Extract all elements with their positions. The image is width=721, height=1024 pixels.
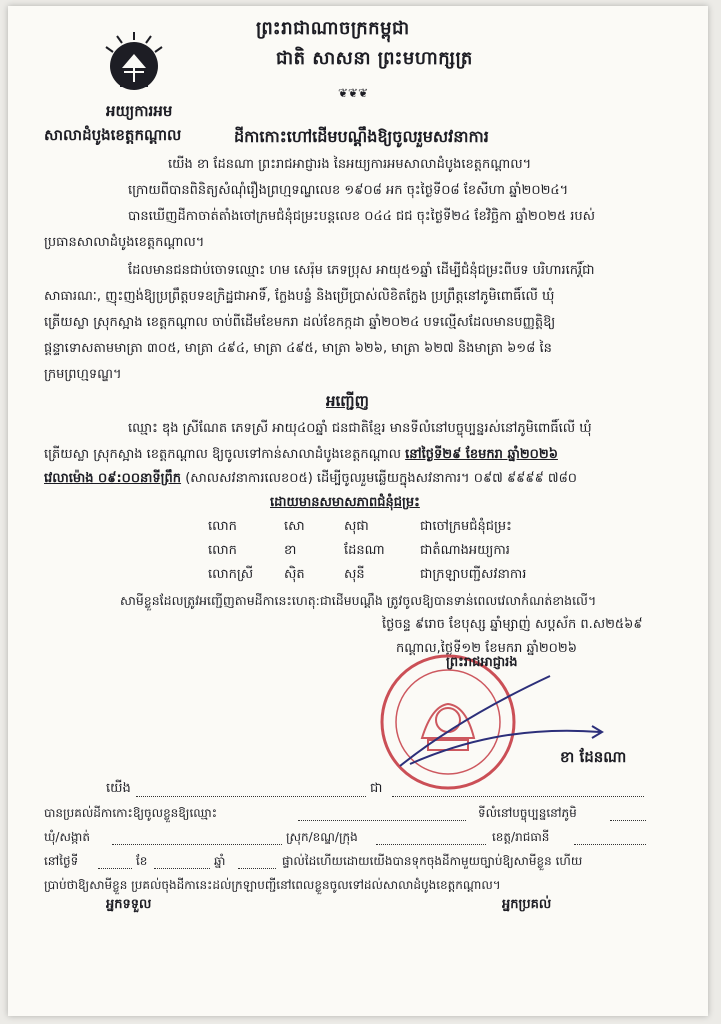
lunar-date: ថ្ងៃចន្ទ ៩រោច ខែបុស្ស ឆ្នាំម្សាញ់ សប្តស័ក ព.ស២៥៦៩ <box>382 617 643 632</box>
slip-instruction-text: ប្រាប់ថាឱ្យសាមីខ្លួន ប្រគល់ចុងដីកានេះដល់ក្រឡាបញ្ជីនៅពេលខ្លួនចូលទៅដល់សាលាដំបូងខេត្តកណ្តាល។ <box>44 878 501 892</box>
slip-address-label: ទីលំនៅបច្ចុប្បន្ននៅភូមិ <box>478 806 577 820</box>
document-title: ដីកាកោះហៅដើមបណ្តឹងឱ្យចូលរួមសវនាការ <box>234 127 489 146</box>
slip-day-field <box>98 868 132 869</box>
panel-given-name: សុផា <box>344 519 369 534</box>
paragraph-accused-line5: ក្រមព្រហ្មទណ្ឌ។ <box>44 367 122 382</box>
court-emblem-icon <box>100 30 168 98</box>
panel-row <box>208 514 512 540</box>
signature-office: ព្រះរាជអាជ្ញារង <box>446 655 518 670</box>
paragraph-accused-line2: សាធារណៈ, ញុះញង់ឱ្យប្រព្រឹត្តបទឧក្រិដ្ឋជាអាទិ៍, ក្លែងបន្លំ និងប្រើប្រាស់លិខិតក្លែង ប្រព្រឹត្តនៅភូមិពោធិ៍លើ ឃុំ <box>44 289 555 304</box>
panel-row <box>208 538 510 564</box>
paragraph-prosecutor: យើង ខា ដែនណា ព្រះរាជអាជ្ញារង នៃអយ្យការអមសាលាដំបូងខេត្តកណ្តាល។ <box>168 157 532 172</box>
panel-title: លោក <box>208 543 237 558</box>
slip-day-label: នៅថ្ងៃទី <box>44 854 79 868</box>
panel-role: ជាចៅក្រមជំនុំជម្រះ <box>420 519 512 534</box>
invitee-line1: ឈ្មោះ ឌុង ស្រីណែត ភេទស្រី អាយុ៤០ឆ្នាំ ជនជាតិខ្មែរ មានទីលំនៅបច្ចុប្បន្នរស់នៅភូមិពោធិ៍លើ ឃុំ <box>128 421 592 436</box>
slip-district-label: ស្រុក/ខណ្ឌ/ក្រុង <box>286 830 358 844</box>
invitee-line2 <box>44 442 558 468</box>
slip-position-field <box>392 796 644 797</box>
slip-commune-label: ឃុំ/សង្កាត់ <box>44 830 90 844</box>
receiver-label: អ្នកទទួល <box>106 897 152 912</box>
slip-year-field <box>238 868 276 869</box>
slip-month-label: ខែ <box>136 854 148 868</box>
slip-commune-field <box>112 844 282 845</box>
invitee-location: ត្រើយស្លា ស្រុកស្អាង ខេត្តកណ្តាល ឱ្យចូលទៅកាន់សាលាដំបូងខេត្តកណ្តាល <box>44 447 406 462</box>
hearing-room: (សាលសវនាការលេខ០៥) ដើម្បីចូលរួមឆ្លើយក្នុងសវនាការ។ ០៩៧ ៩៩៩៩ ៧៨០ <box>181 471 577 486</box>
paragraph-accused-line3: ត្រើយស្លា ស្រុកស្អាង ខេត្តកណ្តាល ចាប់ពីដើមខែមករា ដល់ខែកក្កដា ឆ្នាំ២០២៤ បទល្មើសដែលមានបញ្ញត្តិឱ្យ <box>44 315 556 330</box>
attendance-notice: សាមីខ្លួនដែលត្រូវអញ្ជើញតាមដីកានេះហេតុ:ជាដើមបណ្តឹង ត្រូវចូលឱ្យបានទាន់ពេលវេលាកំណត់ខាងលើ។ <box>120 593 597 608</box>
court-name: សាលាដំបូងខេត្តកណ្តាល <box>44 126 182 144</box>
paragraph-accused-line1: ដែលមានជនជាប់ចោទឈ្មោះ ហម សេរ៉ុម ភេទប្រុស អាយុ៥១ឆ្នាំ ដើម្បីជំនុំជម្រះពីបទ បរិហារកេរ្តិ៍ជា <box>128 263 595 278</box>
paragraph-case-file: ក្រោយពីបានពិនិត្យសំណុំរឿងព្រហ្មទណ្ឌលេខ ១៩០៨ អក ចុះថ្ងៃទី០៨ ខែសីហា ឆ្នាំ២០២៤។ <box>128 183 569 198</box>
agency-name: អយ្យការអម <box>106 102 173 120</box>
ornament-divider: ❦❦❦ <box>338 86 369 100</box>
national-motto: ជាតិ សាសនា ព្រះមហាក្សត្រ <box>276 48 473 69</box>
slip-we-label: យើង <box>106 781 131 796</box>
slip-handed-text: ផ្ទាល់ដៃហើយដោយយើងបានទុកចុងដីកាមួយច្បាប់ឱ្យសាមីខ្លួន ហើយ <box>282 854 583 868</box>
document-page <box>8 6 708 1016</box>
slip-delivered-label: បានប្រគល់ដីកាកោះឱ្យចូលខ្លួនឱ្យឈ្មោះ <box>44 806 218 820</box>
panel-title: លោក <box>208 519 237 534</box>
slip-district-field <box>376 844 486 845</box>
panel-given-name: សុនី <box>344 567 365 582</box>
panel-title: លោកស្រី <box>208 567 254 582</box>
paragraph-accused-line4: ផ្តន្ទាទោសតាមមាត្រា ៣០៥, មាត្រា ៤៩៤, មាត្រា ៤៩៥, មាត្រា ៦២៦, មាត្រា ៦២៧ និងមាត្រា ៦១៨ នៃ <box>44 341 552 356</box>
slip-village-field <box>610 820 646 821</box>
paragraph-order-line1: បានឃើញដីកាចាត់តាំងចៅក្រមជំនុំជម្រះបន្តលេខ ០៤៤ ជជ ចុះថ្ងៃទី២៤ ខែវិច្ឆិកា ឆ្នាំ២០២៥ របស់ <box>128 209 596 224</box>
panel-row <box>208 562 526 588</box>
slip-as-label: ជា <box>370 781 383 796</box>
paragraph-order-line2: ប្រធានសាលាដំបូងខេត្តកណ្តាល។ <box>44 235 205 250</box>
panel-role: ជាតំណាងអយ្យការ <box>420 543 510 558</box>
slip-month-field <box>154 868 210 869</box>
slip-province-label: ខេត្ត/រាជធានី <box>492 830 550 844</box>
panel-role: ជាក្រឡាបញ្ជីសវនាការ <box>420 567 527 582</box>
giver-label: អ្នកប្រគល់ <box>502 897 552 912</box>
invite-heading: អញ្ជើញ <box>326 392 369 410</box>
kingdom-title: ព្រះរាជាណាចក្រកម្ពុជា <box>256 18 410 39</box>
panel-given-name: ដែនណា <box>344 543 385 558</box>
slip-name-field <box>136 796 366 797</box>
slip-province-field <box>574 844 646 845</box>
hearing-date: នៅថ្ងៃទី២៩ ខែមករា ឆ្នាំ២០២៦ <box>405 447 558 462</box>
invitee-line3 <box>44 466 577 492</box>
hearing-time: វេលាម៉ោង ០៩:០០នាទីព្រឹក <box>44 471 182 486</box>
slip-year-label: ឆ្នាំ <box>214 854 226 868</box>
signatory-name: ខា ដែនណា <box>560 748 627 766</box>
panel-surname: ខា <box>284 543 297 558</box>
panel-surname: ស៊ិត <box>284 567 305 582</box>
panel-surname: សោ <box>284 519 305 534</box>
panel-heading: ដោយមានសមាសភាពជំនុំជម្រះ <box>270 495 420 510</box>
solar-date: កណ្តាល,ថ្ងៃទី១២ ខែមករា ឆ្នាំ២០២៦ <box>396 641 577 656</box>
slip-recipient-field <box>298 820 466 821</box>
